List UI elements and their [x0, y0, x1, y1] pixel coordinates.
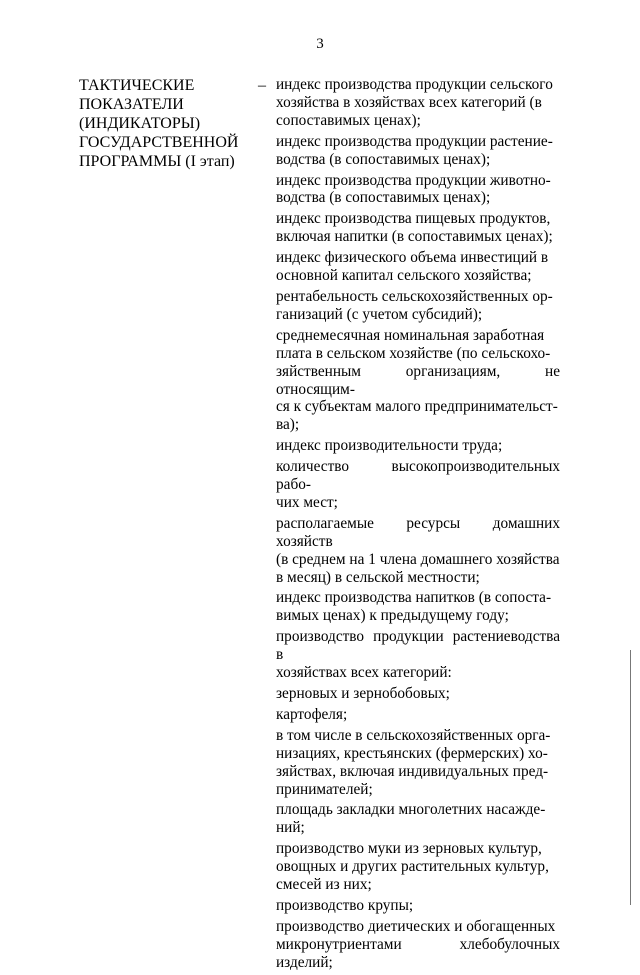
list-item: индекс физического объема инвестиций в основной капитал сельского хозяйства;: [276, 249, 549, 285]
list-item: в том числе в сельскохозяйственных орга- низациях, крестьянских (фермерских) хо- зяйствах, включая индивидуальных пред- принимателей;: [276, 726, 551, 798]
list-item: производство продукции растениеводства в хозяйствах всех категорий:: [276, 628, 560, 682]
list-item: производство крупы;: [276, 896, 414, 914]
list-item: среднемесячная номинальная заработная плата в сельском хозяйстве (по сельскохо- зяйственным организациям, не относящим- ся к субъектам малого предпринимательст- ва);: [276, 326, 560, 434]
list-item: производство диетических и обогащенных микронутриентами хлебобулочных изделий;: [276, 917, 560, 971]
indicator-list: [276, 76, 560, 975]
list-item: индекс производства продукции сельского хозяйства в хозяйствах всех категорий (в сопоставимых ценах);: [276, 76, 553, 129]
list-item: индекс производства продукции животно- водства (в сопоставимых ценах);: [276, 171, 551, 207]
list-item: рентабельность сельскохозяйственных ор- ганизаций (с учетом субсидий);: [276, 287, 553, 323]
list-item: индекс производства напитков (в сопоста- вимых ценах) к предыдущему году;: [276, 589, 552, 625]
list-item: индекс производства пищевых продуктов, включая напитки (в сопоставимых ценах);: [276, 210, 553, 246]
list-item: зерновых и зернобобовых;: [276, 685, 450, 702]
page-number: 3: [316, 36, 324, 52]
list-item: производство муки из зерновых культур, овощных и других растительных культур, смесей из них;: [276, 840, 549, 894]
list-item: индекс производительности труда;: [276, 437, 503, 455]
scan-edge-line: [630, 650, 631, 905]
list-item: картофеля;: [276, 705, 348, 723]
list-dash: –: [258, 77, 266, 94]
list-item: индекс производства продукции растение- водства (в сопоставимых ценах);: [276, 132, 553, 168]
list-item: располагаемые ресурсы домашних хозяйств (в среднем на 1 члена домашнего хозяйства в месяц) в сельской местности;: [276, 514, 560, 586]
section-label: ТАКТИЧЕСКИЕ ПОКАЗАТЕЛИ (ИНДИКАТОРЫ) ГОСУДАРСТВЕННОЙ ПРОГРАММЫ (I этап): [79, 77, 239, 170]
list-item: количество высокопроизводительных рабо- чих мест;: [276, 458, 560, 511]
list-item: площадь закладки многолетних насажде- ний;: [276, 801, 546, 837]
